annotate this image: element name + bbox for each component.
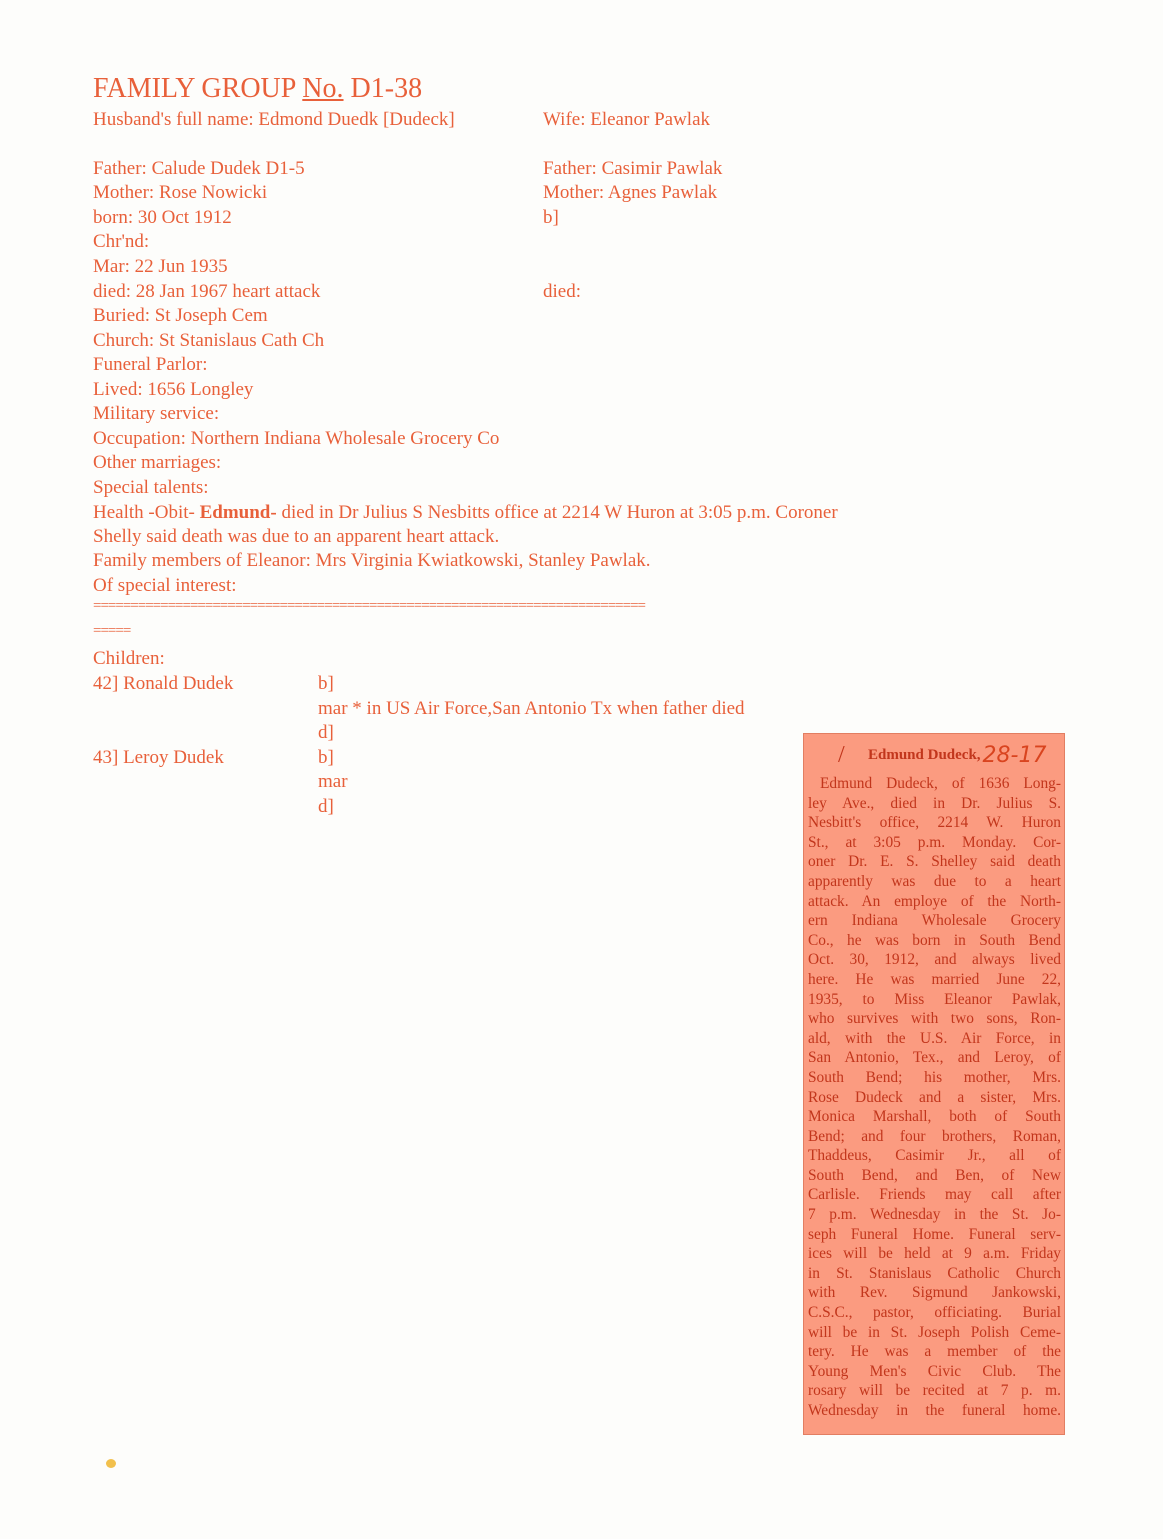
clipping-line: in St. Stanislaus Catholic Church (808, 1264, 1061, 1282)
clipping-line: ald, with the U.S. Air Force, in (808, 1029, 1061, 1047)
other-marriages: Other marriages: (93, 452, 222, 473)
clipping-line: ley Ave., died in Dr. Julius S. (808, 794, 1061, 812)
child-died: d] (318, 722, 334, 743)
child-died: d] (318, 796, 334, 817)
paper-stain (106, 1459, 116, 1468)
funeral-parlor: Funeral Parlor: (93, 354, 208, 375)
health-obit-line-2: Shelly said death was due to an apparent heart attack. (93, 526, 500, 547)
child-born: b] (318, 673, 334, 694)
clipping-line: Thaddeus, Casimir Jr., all of (808, 1147, 1061, 1165)
husband-mother: Mother: Rose Nowicki (93, 182, 268, 203)
page-title: FAMILY GROUP No. D1-38 (93, 73, 423, 104)
clipping-line: South Bend; his mother, Mrs. (808, 1068, 1061, 1086)
husband-born: born: 30 Oct 1912 (93, 207, 232, 228)
clipping-line: 1935, to Miss Eleanor Pawlak, (808, 990, 1061, 1008)
clipping-line: with Rev. Sigmund Jankowski, (808, 1284, 1061, 1302)
clipping-line: Wednesday in the funeral home. (808, 1402, 1061, 1419)
clipping-line: Co., he was born in South Bend (808, 931, 1061, 949)
clipping-line: ices will be held at 9 a.m. Friday (808, 1245, 1061, 1263)
clipping-line: ern Indiana Wholesale Grocery (808, 912, 1061, 930)
clipping-line: attack. An employe of the North- (808, 892, 1061, 910)
husband-christened: Chr'nd: (93, 231, 150, 252)
family-members: Family members of Eleanor: Mrs Virginia Kwiatkowski, Stanley Pawlak. (93, 550, 651, 571)
military-service: Military service: (93, 403, 220, 424)
husband-full-name: Husband's full name: Edmond Duedk [Dudeck] (93, 109, 455, 130)
clipping-line: St., at 3:05 p.m. Monday. Cor- (808, 833, 1061, 851)
clipping-line: who survives with two sons, Ron- (808, 1010, 1061, 1028)
child-married: mar (318, 771, 348, 792)
clipping-line: rosary will be recited at 7 p. m. (808, 1382, 1061, 1400)
clipping-title: Edmund Dudeck, (868, 746, 981, 763)
clipping-line: Nesbitt's office, 2214 W. Huron (808, 814, 1061, 832)
clipping-line: Bend; and four brothers, Roman, (808, 1127, 1061, 1145)
clipping-line: San Antonio, Tex., and Leroy, of (808, 1049, 1061, 1067)
health-obit-line: Health -Obit- Edmund- died in Dr Julius S Nesbitts office at 2214 W Huron at 3:05 p.m. Coroner (93, 502, 838, 523)
clipping-line: Monica Marshall, both of South (808, 1108, 1061, 1126)
special-interest: Of special interest: (93, 575, 237, 596)
special-talents: Special talents: (93, 477, 209, 498)
clipping-line: Rose Dudeck and a sister, Mrs. (808, 1088, 1061, 1106)
child-married: mar * in US Air Force,San Antonio Tx when father died (318, 698, 745, 719)
clipping-line: tery. He was a member of the (808, 1343, 1061, 1361)
child-name: 42] Ronald Dudek (93, 673, 234, 694)
clipping-line: seph Funeral Home. Funeral serv- (808, 1225, 1061, 1243)
husband-died: died: 28 Jan 1967 heart attack (93, 281, 321, 302)
wife-died: died: (543, 281, 581, 302)
clipping-line: South Bend, and Ben, of New (808, 1166, 1061, 1184)
clipping-line: Edmund Dudeck, of 1636 Long- (820, 775, 1061, 792)
clipping-line: Young Men's Civic Club. The (808, 1362, 1061, 1380)
separator-tail: ===== (93, 623, 131, 639)
child-name: 43] Leroy Dudek (93, 747, 224, 768)
wife-mother: Mother: Agnes Pawlak (543, 182, 718, 203)
marriage-date: Mar: 22 Jun 1935 (93, 256, 228, 277)
clipping-line: C.S.C., pastor, officiating. Burial (808, 1304, 1061, 1322)
clipping-line: 7 p.m. Wednesday in the St. Jo- (808, 1206, 1061, 1224)
clipping-line: will be in St. Joseph Polish Ceme- (808, 1323, 1061, 1341)
husband-buried: Buried: St Joseph Cem (93, 305, 268, 326)
clipping-number: / (838, 741, 845, 768)
wife-born: b] (543, 207, 559, 228)
children-label: Children: (93, 648, 165, 669)
clipping-body (808, 774, 1061, 1421)
obituary-clipping (803, 733, 1065, 1435)
clipping-header (808, 738, 1061, 772)
wife-father: Father: Casimir Pawlak (543, 158, 723, 179)
clipping-line: Oct. 30, 1912, and always lived (808, 951, 1061, 969)
wife-name: Wife: Eleanor Pawlak (543, 109, 711, 130)
clipping-line: here. He was married June 22, (808, 970, 1061, 988)
handwritten-note: 28-17 (982, 742, 1047, 768)
clipping-line: apparently was due to a heart (808, 872, 1061, 890)
clipping-line: Carlisle. Friends may call after (808, 1186, 1061, 1204)
husband-lived: Lived: 1656 Longley (93, 379, 254, 400)
husband-church: Church: St Stanislaus Cath Ch (93, 330, 325, 351)
separator-line: ========================================================================== (93, 598, 646, 614)
occupation: Occupation: Northern Indiana Wholesale Grocery Co (93, 428, 500, 449)
clipping-line: oner Dr. E. S. Shelley said death (808, 853, 1061, 871)
husband-father: Father: Calude Dudek D1-5 (93, 158, 305, 179)
child-born: b] (318, 747, 334, 768)
